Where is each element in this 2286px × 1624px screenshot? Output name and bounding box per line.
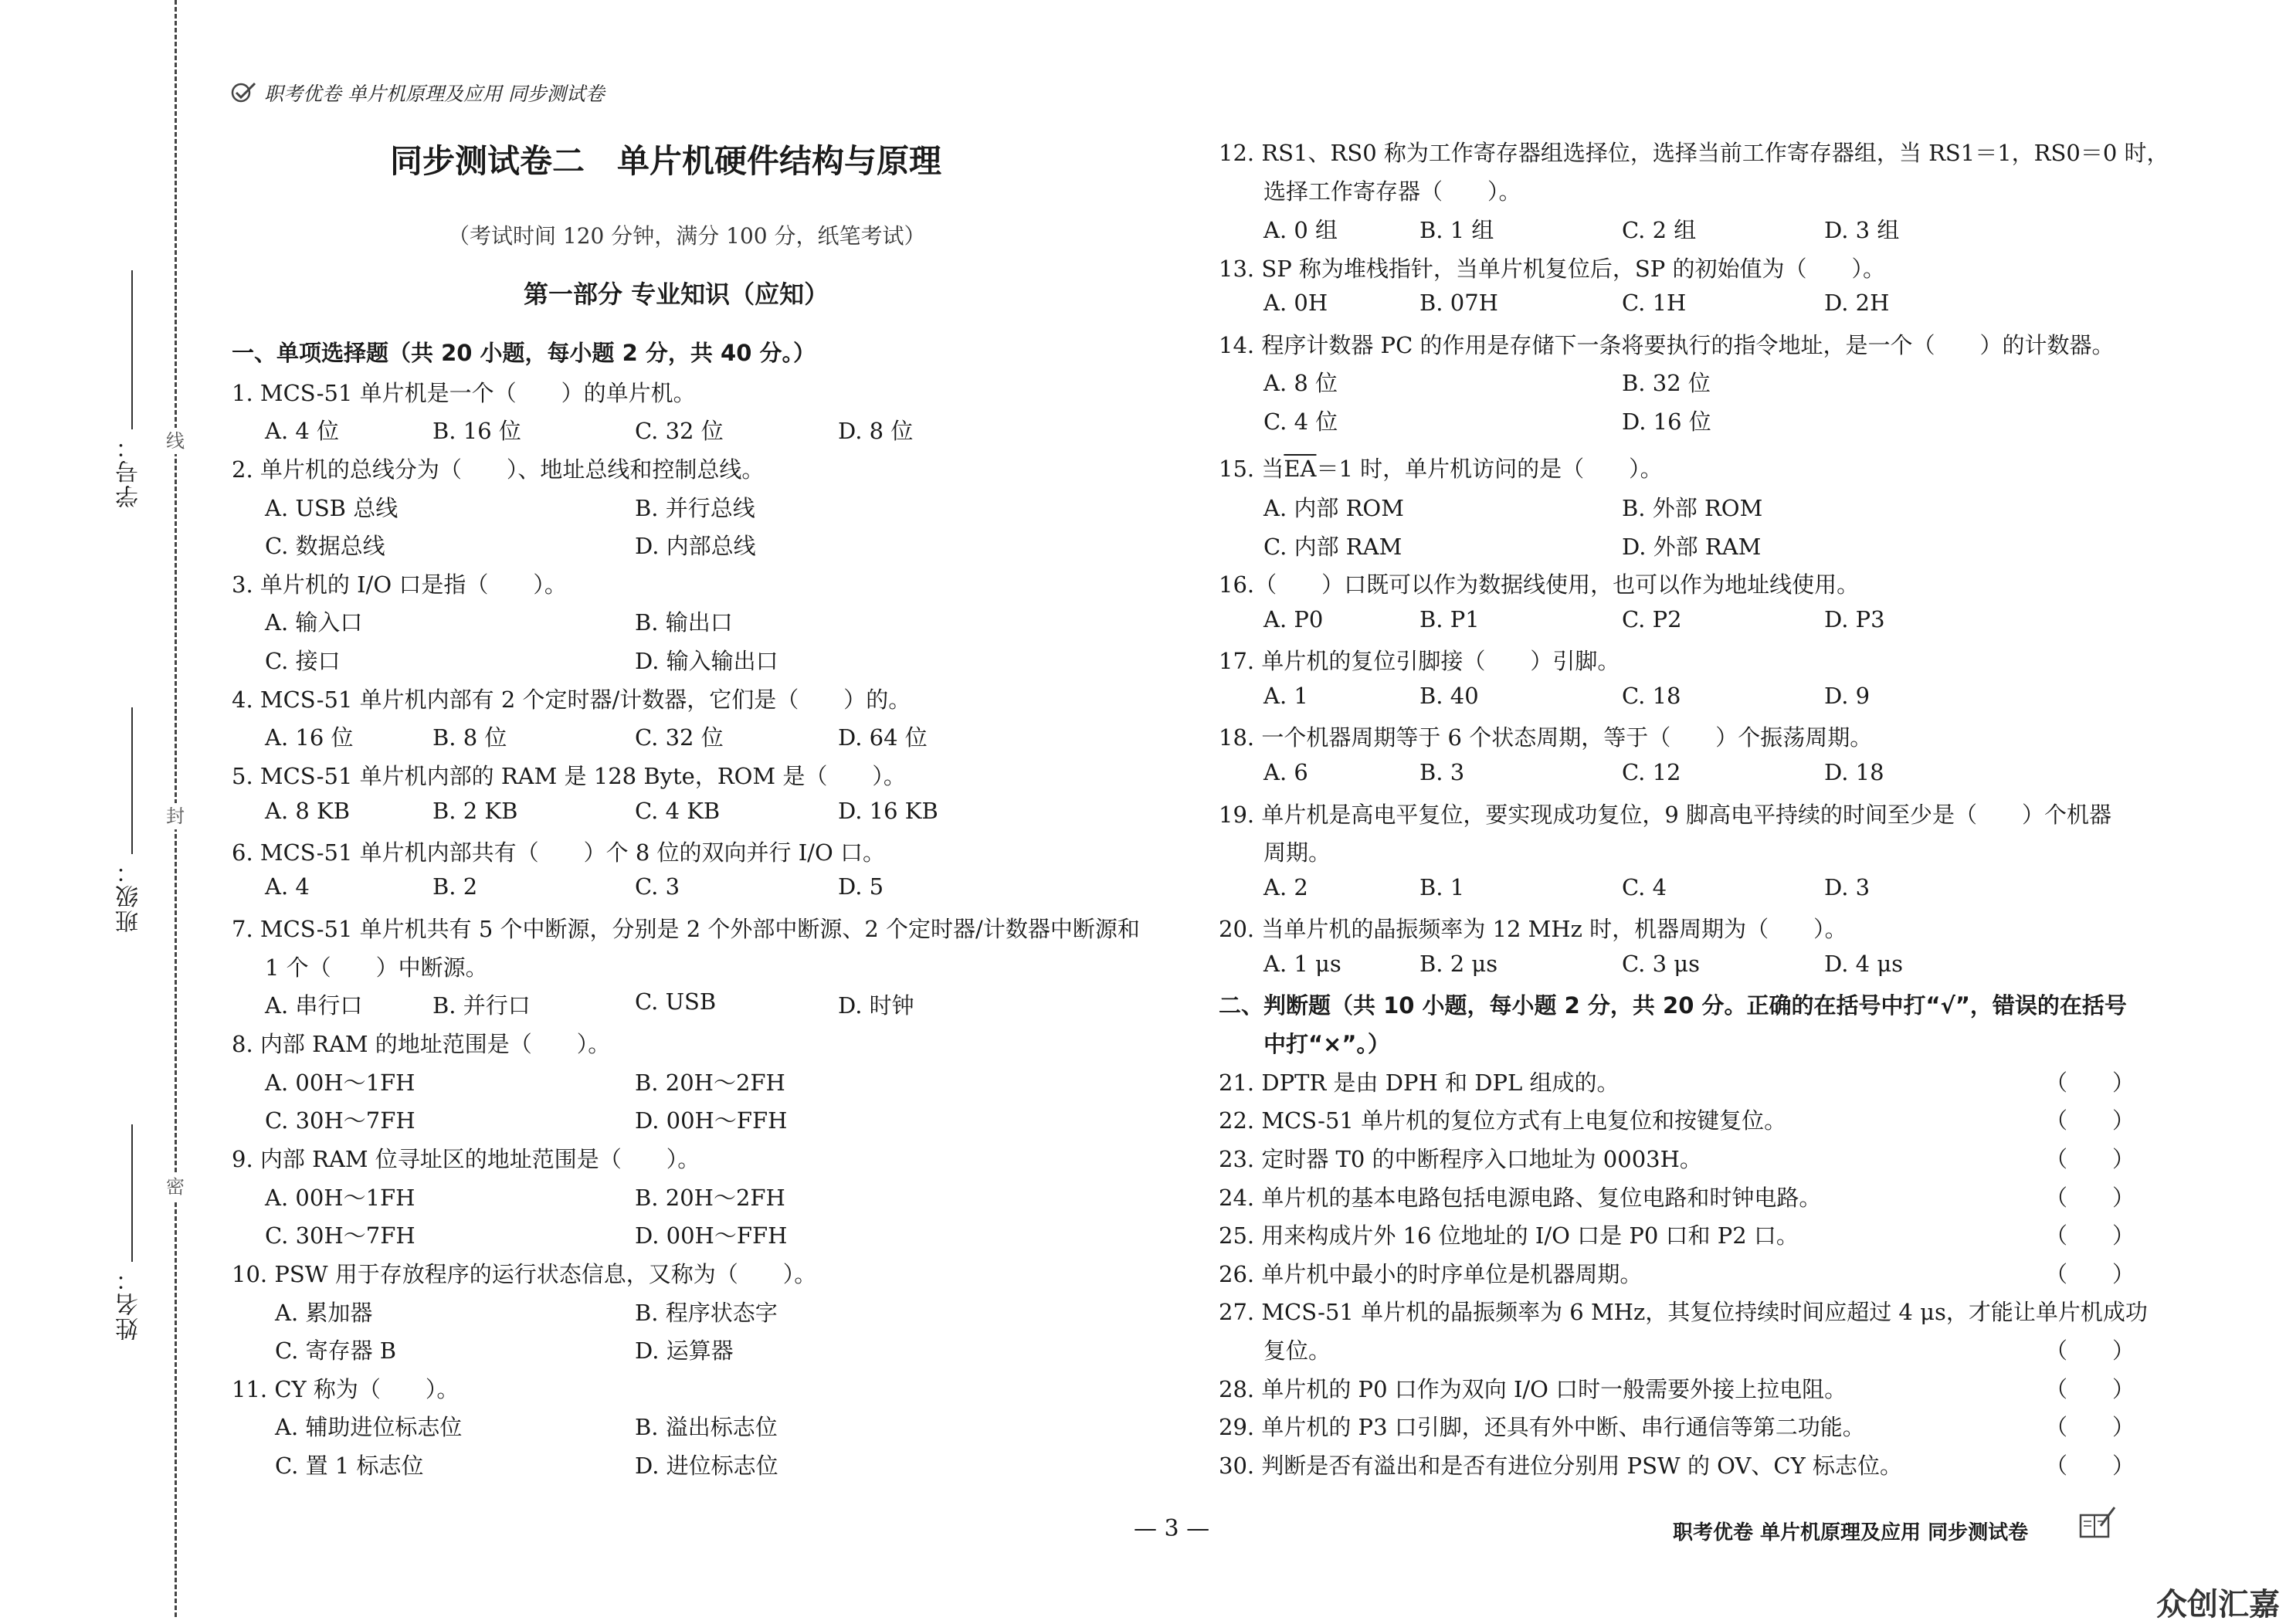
option: B. 2 μs (1419, 951, 1498, 977)
answer-blank[interactable]: （ ） (2045, 1414, 2135, 1440)
question-text: 9. 内部 RAM 位寻址区的地址范围是（ ）。 (232, 1146, 700, 1172)
option: C. 1H (1622, 290, 1687, 316)
tf-question: 25. 用来构成片外 16 位地址的 I/O 口是 P0 口和 P2 口。 (1219, 1222, 1799, 1249)
option: A. 2 (1263, 874, 1308, 900)
option: B. 3 (1419, 759, 1465, 785)
option: A. 0H (1263, 290, 1328, 316)
option: D. 外部 RAM (1622, 534, 1762, 560)
option: D. 16 位 (1622, 409, 1711, 435)
question-text: 5. MCS-51 单片机内部的 RAM 是 128 Byte，ROM 是（ ）。 (232, 763, 906, 789)
page-number: — 3 — (1134, 1515, 1210, 1542)
question-text: 8. 内部 RAM 的地址范围是（ ）。 (232, 1031, 611, 1057)
option: C. 3 (635, 873, 680, 900)
class-label: 班级： (116, 859, 143, 933)
option: C. 3 μs (1622, 951, 1700, 977)
option: A. 累加器 (275, 1300, 373, 1326)
tf-question: 26. 单片机中最小的时序单位是机器周期。 (1219, 1261, 1643, 1287)
question-text: 2. 单片机的总线分为（ ）、地址总线和控制总线。 (232, 456, 765, 483)
question-text: 6. MCS-51 单片机内部共有（ ）个 8 位的双向并行 I/O 口。 (232, 839, 885, 866)
answer-blank[interactable]: （ ） (2045, 1070, 2135, 1096)
question-text: 3. 单片机的 I/O 口是指（ ）。 (232, 571, 567, 598)
option: D. 内部总线 (635, 533, 756, 559)
watermark: 众创汇嘉 (2156, 1587, 2280, 1622)
option: A. 00H～1FH (265, 1070, 415, 1096)
option: C. 接口 (265, 648, 341, 674)
option: B. 8 位 (432, 724, 507, 751)
option: D. 64 位 (838, 724, 928, 751)
option: C. 4 (1622, 874, 1667, 900)
exam-info: （考试时间 120 分钟，满分 100 分，纸笔考试） (448, 223, 926, 249)
option: D. 00H～FFH (635, 1107, 788, 1134)
book-pen-icon (2077, 1504, 2118, 1540)
question-text: 18. 一个机器周期等于 6 个状态周期，等于（ ）个振荡周期。 (1219, 724, 1873, 751)
name-blank (131, 1124, 133, 1262)
tf-question: 23. 定时器 T0 的中断程序入口地址为 0003H。 (1219, 1146, 1702, 1172)
option: C. 置 1 标志位 (275, 1453, 424, 1479)
cut-mark-mi: 密 (162, 1174, 188, 1200)
option: A. 输入口 (265, 609, 363, 636)
option: A. 4 位 (265, 418, 340, 444)
option: A. 内部 ROM (1263, 495, 1404, 521)
footer-title: 职考优卷 单片机原理及应用 同步测试卷 (1673, 1521, 2029, 1544)
tf-question: 24. 单片机的基本电路包括电源电路、复位电路和时钟电路。 (1219, 1185, 1822, 1211)
option: A. 1 μs (1263, 951, 1341, 977)
option: A. USB 总线 (265, 495, 399, 521)
question-text: 4. MCS-51 单片机内部有 2 个定时器/计数器，它们是（ ）的。 (232, 687, 911, 713)
option: D. 4 μs (1824, 951, 1904, 977)
option: C. 12 (1622, 759, 1681, 785)
option: B. 并行总线 (635, 495, 755, 521)
answer-blank[interactable]: （ ） (2045, 1376, 2135, 1402)
answer-blank[interactable]: （ ） (2045, 1453, 2135, 1479)
section1-heading: 一、单项选择题（共 20 小题，每小题 2 分，共 40 分。） (232, 340, 816, 366)
option: B. 溢出标志位 (635, 1414, 778, 1440)
question-text: 17. 单片机的复位引脚接（ ）引脚。 (1219, 648, 1620, 674)
tf-question-cont: 复位。 (1263, 1338, 1331, 1364)
option: C. 30H～7FH (265, 1107, 415, 1134)
question-text: 1. MCS-51 单片机是一个（ ）的单片机。 (232, 380, 696, 406)
question-text: 13. SP 称为堆栈指针，当单片机复位后，SP 的初始值为（ ）。 (1219, 256, 1886, 282)
option: B. 2 KB (432, 798, 518, 824)
option: A. 00H～1FH (265, 1185, 415, 1211)
logo-check-icon (230, 80, 258, 103)
option: C. 32 位 (635, 724, 724, 751)
option: A. 8 位 (1263, 370, 1338, 396)
part-title: 第一部分 专业知识（应知） (524, 280, 829, 309)
option: C. 32 位 (635, 418, 724, 444)
question-text: 1 个（ ）中断源。 (265, 954, 488, 981)
question-text: 20. 当单片机的晶振频率为 12 MHz 时，机器周期为（ ）。 (1219, 916, 1847, 942)
name-label: 姓名： (116, 1266, 143, 1341)
tf-question: 27. MCS-51 单片机的晶振频率为 6 MHz，其复位持续时间应超过 4 μs，才能让单片机成功 (1219, 1299, 2148, 1325)
option: B. 1 组 (1419, 217, 1494, 243)
cut-mark-feng: 封 (162, 803, 188, 829)
option: B. 20H～2FH (635, 1070, 785, 1096)
option: B. 1 (1419, 874, 1465, 900)
option: B. P1 (1419, 606, 1480, 632)
option: A. 6 (1263, 759, 1308, 785)
option: B. 2 (432, 873, 478, 900)
question-text: 周期。 (1263, 839, 1331, 866)
option: D. 16 KB (838, 798, 938, 824)
question-text: 选择工作寄存器（ ）。 (1263, 178, 1521, 205)
ea-signal: $\overline{EA}$ (1284, 456, 1317, 482)
option: D. 5 (838, 873, 884, 900)
option: A. 1 (1263, 683, 1308, 709)
option: B. 并行口 (432, 992, 531, 1019)
section2-heading: 二、判断题（共 10 小题，每小题 2 分，共 20 分。正确的在括号中打“√”，错误的在括号 (1219, 992, 2127, 1019)
question-rest: ＝1 时，单片机访问的是（ ）。 (1316, 456, 1663, 482)
option: B. 07H (1419, 290, 1498, 316)
option: A. 辅助进位标志位 (275, 1414, 463, 1440)
student-id-label: 学号： (116, 434, 143, 508)
option: B. 20H～2FH (635, 1185, 785, 1211)
option: C. USB (635, 988, 717, 1015)
option: D. 18 (1824, 759, 1884, 785)
option: D. P3 (1824, 606, 1885, 632)
option: C. P2 (1622, 606, 1682, 632)
page-title: 同步测试卷二 单片机硬件结构与原理 (390, 142, 942, 180)
question-text: 19. 单片机是高电平复位，要实现成功复位，9 脚高电平持续的时间至少是（ ）个机器 (1219, 802, 2112, 828)
tf-question: 29. 单片机的 P3 口引脚，还具有外中断、串行通信等第二功能。 (1219, 1414, 1865, 1440)
question-text: 7. MCS-51 单片机共有 5 个中断源，分别是 2 个外部中断源、2 个定时器/计数器中断源和 (232, 916, 1140, 942)
answer-blank[interactable]: （ ） (2045, 1222, 2135, 1249)
cut-mark-xian: 线 (162, 428, 188, 454)
option: C. 内部 RAM (1263, 534, 1402, 560)
answer-blank[interactable]: （ ） (2045, 1261, 2135, 1287)
question-text: 12. RS1、RS0 称为工作寄存器组选择位，选择当前工作寄存器组，当 RS1＝1，RS0＝0 时， (1219, 140, 2169, 166)
option: A. P0 (1263, 606, 1324, 632)
option: D. 运算器 (635, 1338, 734, 1364)
tf-question: 28. 单片机的 P0 口作为双向 I/O 口时一般需要外接上拉电阻。 (1219, 1376, 1847, 1402)
question-text: 16.（ ）口既可以作为数据线使用，也可以作为地址线使用。 (1219, 571, 1860, 598)
question-text (1219, 452, 1663, 483)
option: D. 8 位 (838, 418, 914, 444)
option: C. 18 (1622, 683, 1681, 709)
option: D. 9 (1824, 683, 1871, 709)
tf-question: 21. DPTR 是由 DPH 和 DPL 组成的。 (1219, 1070, 1620, 1096)
option: A. 8 KB (265, 798, 351, 824)
answer-blank[interactable]: （ ） (2045, 1146, 2135, 1172)
option: C. 数据总线 (265, 533, 385, 559)
option: B. 40 (1419, 683, 1479, 709)
option: A. 0 组 (1263, 217, 1338, 243)
option: A. 4 (265, 873, 310, 900)
answer-blank[interactable]: （ ） (2045, 1338, 2135, 1364)
tf-question: 30. 判断是否有溢出和是否有进位分别用 PSW 的 OV、CY 标志位。 (1219, 1453, 1902, 1479)
option: C. 2 组 (1622, 217, 1697, 243)
section2-heading-cont: 中打“×”。） (1263, 1031, 1390, 1057)
option: D. 2H (1824, 290, 1890, 316)
option: B. 16 位 (432, 418, 521, 444)
option: B. 程序状态字 (635, 1300, 778, 1326)
option: D. 3 (1824, 874, 1871, 900)
question-text: 11. CY 称为（ ）。 (232, 1376, 460, 1402)
option: C. 4 位 (1263, 409, 1338, 435)
answer-blank[interactable]: （ ） (2045, 1185, 2135, 1211)
option: B. 输出口 (635, 609, 733, 636)
option: D. 00H～FFH (635, 1222, 788, 1249)
option: D. 时钟 (838, 992, 914, 1019)
option: A. 串行口 (265, 992, 363, 1019)
option: D. 输入输出口 (635, 648, 778, 674)
question-text: 10. PSW 用于存放程序的运行状态信息，又称为（ ）。 (232, 1261, 817, 1287)
running-header: 职考优卷 单片机原理及应用 同步测试卷 (264, 83, 605, 105)
option: C. 寄存器 B (275, 1338, 397, 1364)
option: B. 外部 ROM (1622, 495, 1763, 521)
option: D. 进位标志位 (635, 1453, 778, 1479)
option: C. 4 KB (635, 798, 721, 824)
option: A. 16 位 (265, 724, 354, 751)
class-blank (131, 707, 133, 854)
option: C. 30H～7FH (265, 1222, 415, 1249)
tf-question: 22. MCS-51 单片机的复位方式有上电复位和按键复位。 (1219, 1107, 1787, 1134)
question-number: 15. 当 (1219, 456, 1284, 482)
answer-blank[interactable]: （ ） (2045, 1107, 2135, 1134)
option: B. 32 位 (1622, 370, 1711, 396)
student-id-blank (131, 270, 133, 429)
option: D. 3 组 (1824, 217, 1900, 243)
question-text: 14. 程序计数器 PC 的作用是存储下一条将要执行的指令地址，是一个（ ）的计数器。 (1219, 332, 2115, 358)
